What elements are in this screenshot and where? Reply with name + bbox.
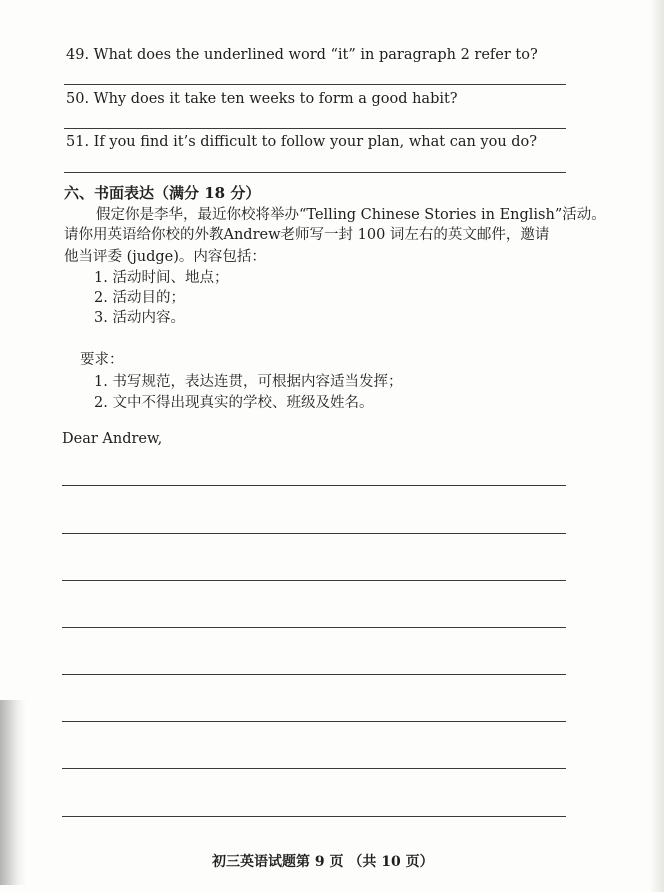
requirement-2: 2. 文中不得出现真实的学校、班级及姓名。 (94, 395, 374, 411)
requirements-title: 要求： (80, 352, 124, 368)
page-edge-shading (650, 0, 664, 892)
section-heading: 六、书面表达（满分 18 分） (64, 184, 261, 202)
writing-line[interactable] (62, 485, 566, 486)
content-item-2: 2. 活动目的； (94, 290, 185, 306)
scan-shadow (0, 700, 26, 885)
content-item-1: 1. 活动时间、地点； (94, 270, 229, 286)
prompt-line-3: 他当评委 (judge)。内容包括： (64, 249, 266, 265)
page-footer: 初三英语试题第 9 页 （共 10 页） (212, 854, 434, 870)
writing-line[interactable] (62, 721, 566, 722)
answer-line-49[interactable] (64, 84, 566, 85)
writing-line[interactable] (62, 627, 566, 628)
question-49: 49. What does the underlined word “it” in paragraph 2 refer to? (66, 47, 538, 63)
prompt-line-2: 请你用英语给你校的外教Andrew老师写一封 100 词左右的英文邮件，邀请 (64, 227, 550, 243)
content-item-3: 3. 活动内容。 (94, 310, 185, 326)
salutation: Dear Andrew, (62, 431, 163, 447)
answer-line-51[interactable] (64, 172, 566, 173)
writing-line[interactable] (62, 816, 566, 817)
writing-line[interactable] (62, 768, 566, 769)
question-51: 51. If you find it’s difficult to follow your plan, what can you do? (66, 134, 538, 150)
question-50: 50. Why does it take ten weeks to form a good habit? (66, 91, 458, 107)
prompt-line-1: 假定你是李华，最近你校将举办“Telling Chinese Stories in English”活动。 (96, 207, 606, 223)
requirement-1: 1. 书写规范，表达连贯，可根据内容适当发挥； (94, 374, 403, 390)
writing-line[interactable] (62, 580, 566, 581)
writing-line[interactable] (62, 533, 566, 534)
writing-line[interactable] (62, 674, 566, 675)
answer-line-50[interactable] (64, 128, 566, 129)
